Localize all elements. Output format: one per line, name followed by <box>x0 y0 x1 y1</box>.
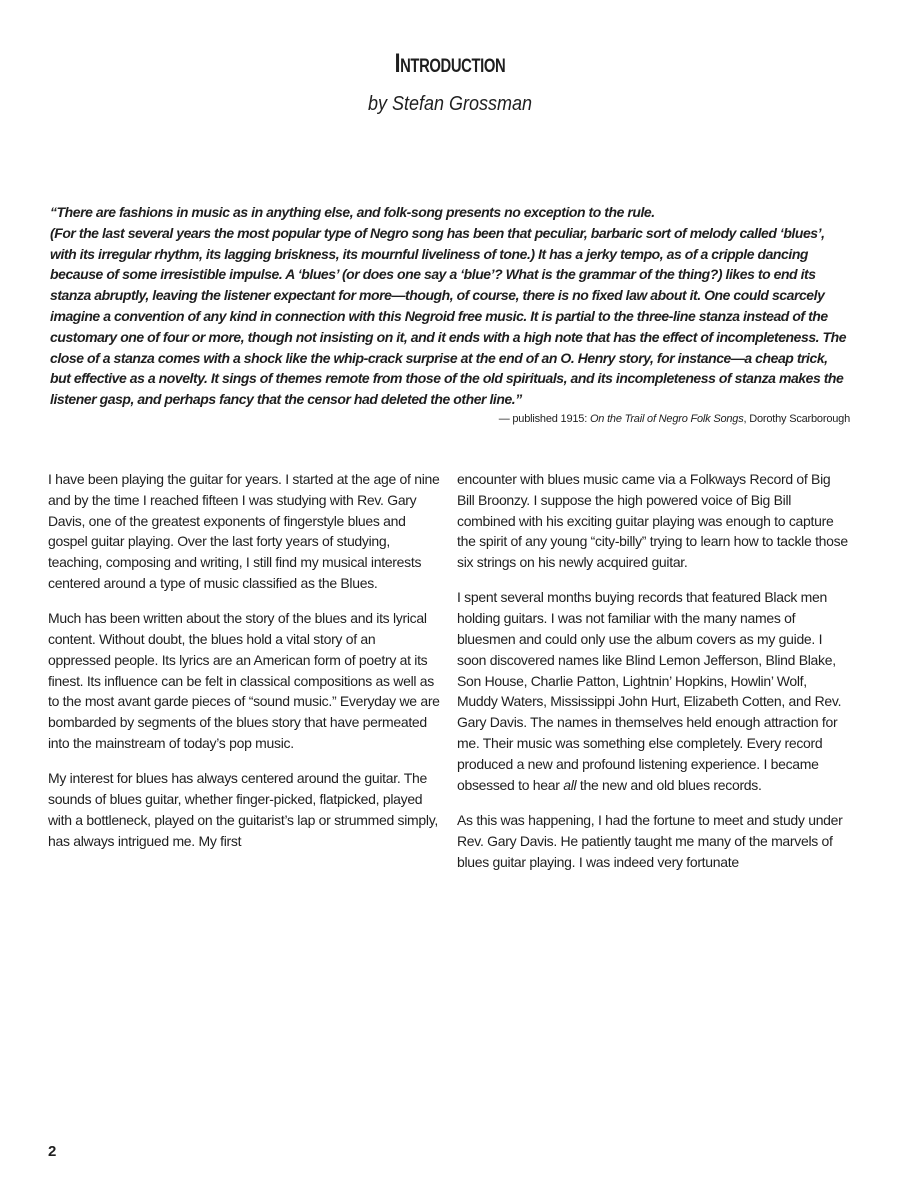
attribution-work-title: On the Trail of Negro Folk Songs <box>589 413 744 425</box>
attribution-author: , Dorothy Scarborough <box>743 413 850 425</box>
body-paragraph: As this was happening, I had the fortune to meet and study under Rev. Gary Davis. He patiently taught me many of the marvels of blues guitar playing. I was indeed very fortunate <box>457 811 843 870</box>
body-paragraph <box>457 587 849 795</box>
epigraph-quote <box>50 202 850 410</box>
left-column <box>48 469 440 866</box>
body-paragraph: My interest for blues has always centered around the guitar. The sounds of blues guitar, whether finger-picked, flatpicked, played with a bottleneck, played on the guitarist’s lap or strummed simply, has always intrigued me. My first <box>48 770 438 849</box>
right-column <box>457 469 849 887</box>
body-paragraph: encounter with blues music came via a Folkways Record of Big Bill Broonzy. I suppose the high powered voice of Big Bill combined with his exciting guitar playing was enough to capture the spirit of any young “city-billy” trying to learn how to tackle those six strings on his newly acquired guitar. <box>457 471 848 571</box>
page-title: Introduction <box>394 48 506 78</box>
epigraph-line: (For the last several years the most popular type of Negro song has been that peculiar, barbaric sort of melody called ‘blues’, with its irregular rhythm, its lagging briskness, its mournful liveliness of tone.) It has a jerky tempo, as of a cripple dancing because of some irresistible impulse. A ‘blues’ (or does one say a ‘blue’? What is the grammar of the thing?) likes to end its stanza abruptly, leaving the listener expectant for more—though, of course, there is no fixed law about it. One could scarcely imagine a convention of any kind in connection with this Negroid free music. It is partial to the three-line stanza instead of the customary one of four or more, though not insisting on it, and it ends with a high note that has the effect of incompleteness. The close of a stanza comes with a shock like the whip-crack surprise at the end of an O. Henry story, for instance—a cheap trick, but effective as a novelty. It sings of themes remote from those of the old spirituals, and its incompleteness of stanza makes the listener gasp, and perhaps fancy that the censor had deleted the other line.” <box>50 224 847 408</box>
author-byline: by Stefan Grossman <box>367 93 533 115</box>
page-number: 2 <box>48 1143 57 1160</box>
epigraph-line: “There are fashions in music as in anything else, and folk-song presents no exception to the rule. <box>50 204 655 220</box>
epigraph-attribution <box>499 413 850 425</box>
paragraph-text: I spent several months buying records that featured Black men holding guitars. I was not familiar with the many names of bluesmen and could only use the album covers as my guide. I soon discovered names like Blind Lemon Jefferson, Blind Blake, Son House, Charlie Patton, Lightnin’ Hopkins, Howlin’ Wolf, Muddy Waters, Mississippi John Hurt, Elizabeth Cotten, and Rev. Gary Davis. The names in themselves held enough attraction for me. Their music was something else completely. Every record produced a new and profound listening experience. I became obsessed to hear <box>457 589 842 793</box>
paragraph-text: the new and old blues records. <box>576 776 762 793</box>
emphasis-word: all <box>563 776 577 793</box>
attribution-prefix: — published 1915: <box>498 413 590 425</box>
body-paragraph: I have been playing the guitar for years. I started at the age of nine and by the time I reached fifteen I was studying with Rev. Gary Davis, one of the greatest exponents of fingerstyle blues and gospel guitar playing. Over the last forty years of studying, teaching, composing and writing, I still find my musical interests centered around a type of music classified as the Blues. <box>48 471 440 591</box>
body-paragraph: Much has been written about the story of the blues and its lyrical content. Without doubt, the blues hold a vital story of an oppressed people. Its lyrics are an American form of poetry at its finest. Its influence can be felt in classical compositions as well as to the most avant garde pieces of “sound music.” Everyday we are bombarded by segments of the blues story that have permeated into the mainstream of today’s pop music. <box>48 610 440 752</box>
